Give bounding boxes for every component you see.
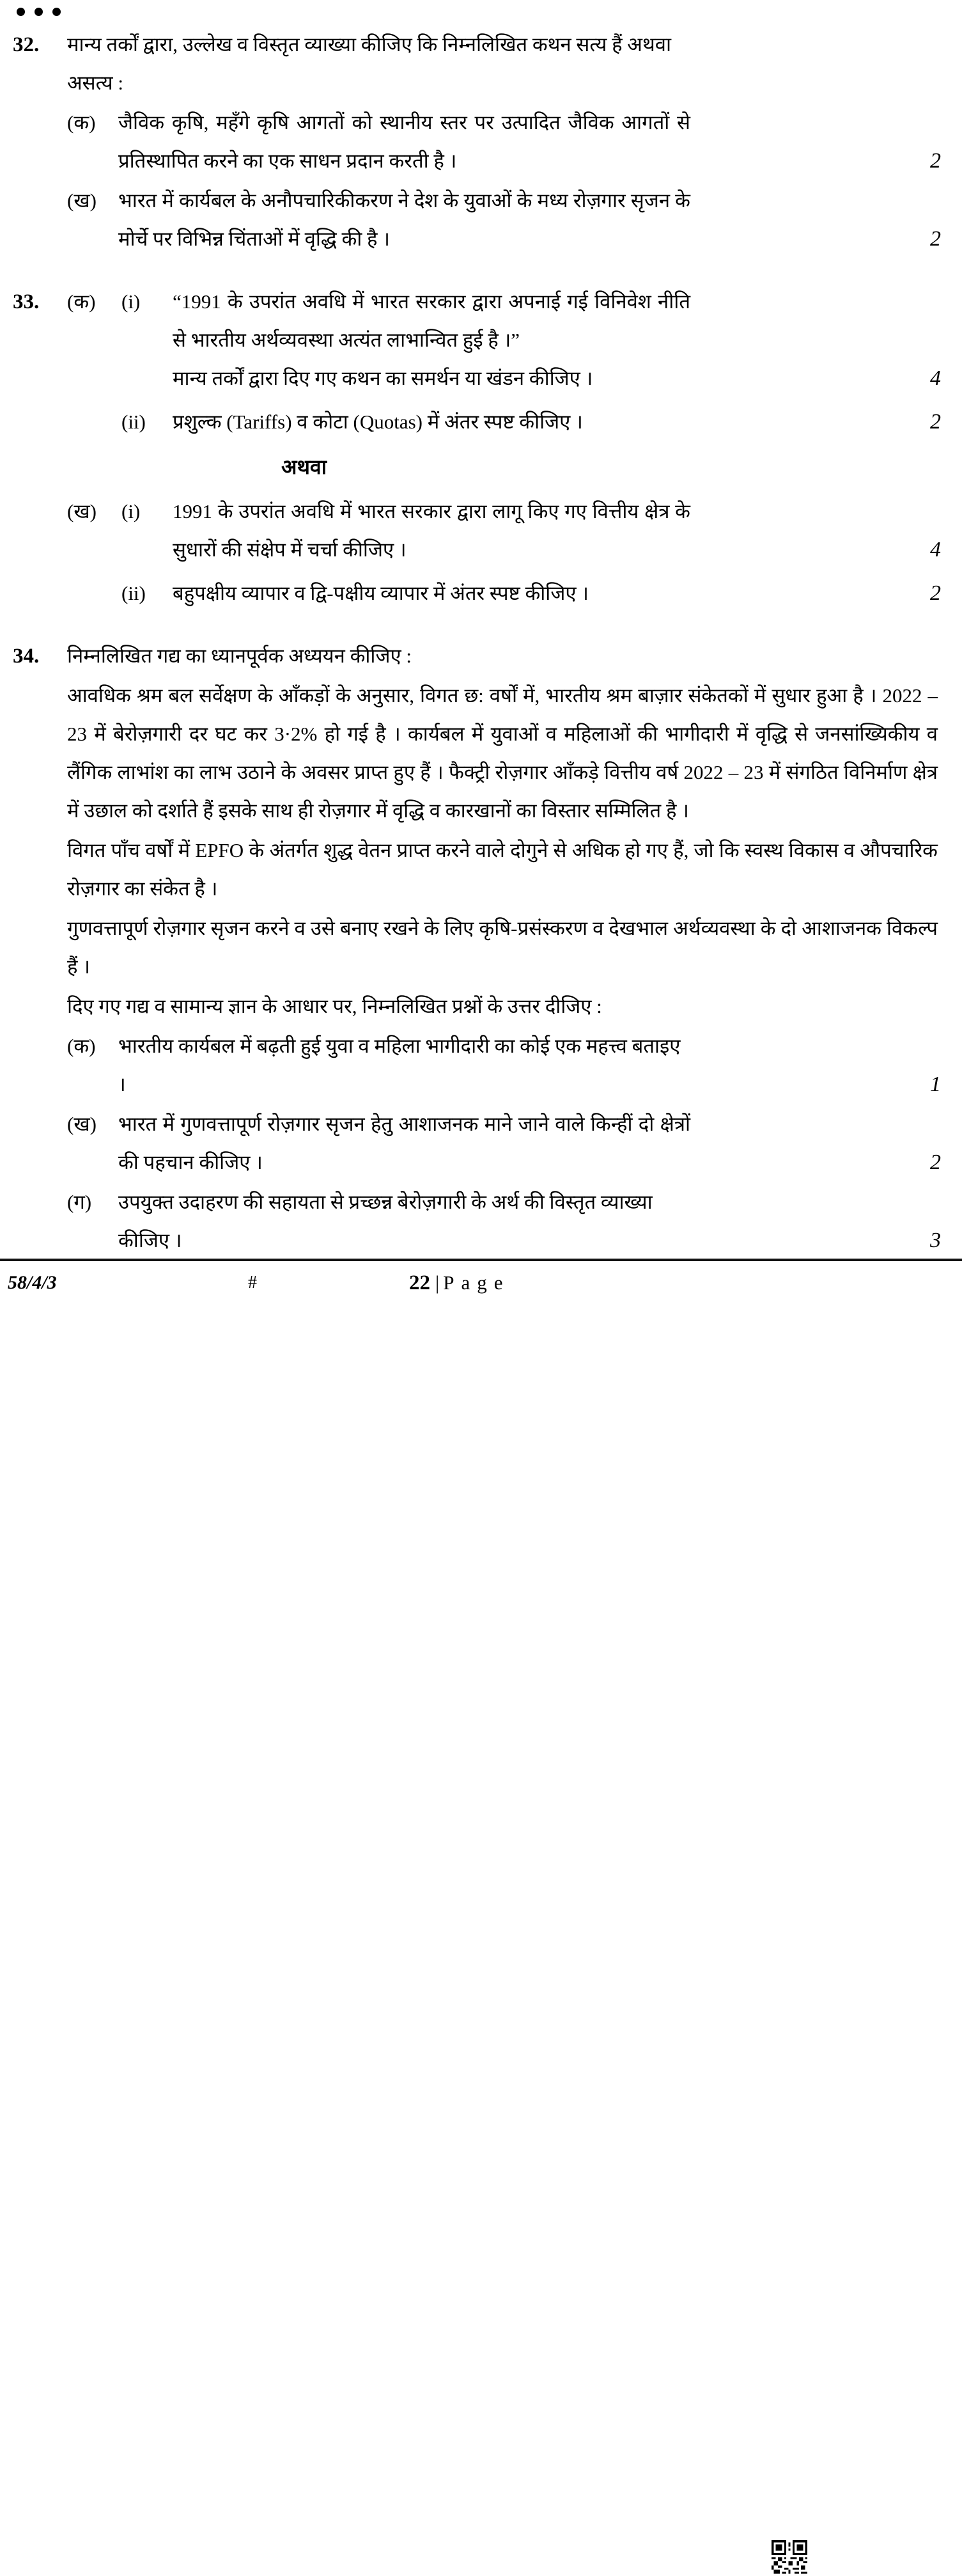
sub-question-text: 1991 के उपरांत अवधि में भारत सरकार द्वारा लागू किए गए वित्तीय क्षेत्र के सुधारों की संक्षेप में चर्चा कीजिए । — [173, 500, 690, 561]
part-text: उपयुक्त उदाहरण की सहायता से प्रच्छन्न बेरोज़गारी के अर्थ की विस्तृत व्याख्या कीजिए । — [118, 1191, 653, 1252]
question-32 — [13, 26, 962, 258]
question-34-part-b — [13, 1105, 962, 1182]
question-32-part-a — [13, 104, 962, 180]
question-intro-text: मान्य तर्कों द्वारा, उल्लेख व विस्तृत व्याख्या कीजिए कि निम्नलिखित कथन सत्य हैं अथवा असत्य : — [67, 33, 672, 94]
question-intro-text: निम्नलिखित गद्य का ध्यानपूर्वक अध्ययन कीजिए : — [67, 645, 412, 667]
question-33-option-b-sub-i — [13, 492, 962, 569]
question-34-part-a — [13, 1027, 962, 1104]
dot-icon — [35, 8, 43, 16]
part-text: जैविक कृषि, महँगे कृषि आगतों को स्थानीय स्तर पर उत्पादित जैविक आगतों से प्रतिस्थापित करने का एक साधन प्रदान करती है । — [118, 111, 690, 172]
page-number-block — [409, 1268, 509, 1298]
page-separator: | — [435, 1271, 440, 1294]
page-word: Page — [443, 1271, 510, 1294]
marks-value: 3 — [930, 1229, 941, 1252]
option-label: (ख) — [67, 500, 97, 522]
question-33-option-a-sub-ii — [13, 403, 962, 441]
sub-label: (ii) — [121, 582, 146, 604]
part-label: (ग) — [67, 1191, 92, 1213]
marks-value: 2 — [930, 410, 941, 434]
footer-divider — [0, 1259, 962, 1261]
question-34-intro-row — [13, 637, 962, 675]
question-32-intro-row — [13, 26, 962, 102]
or-separator: अथवा — [281, 455, 327, 478]
page-footer — [0, 1268, 962, 1301]
reading-passage — [67, 677, 938, 1026]
page-number: 22 — [409, 1271, 430, 1294]
sub-label: (i) — [121, 290, 141, 313]
part-text: भारतीय कार्यबल में बढ़ती हुई युवा व महिला भागीदारी का कोई एक महत्त्व बताइए । — [118, 1035, 681, 1096]
marks-value: 4 — [930, 366, 941, 390]
marks-value: 2 — [930, 581, 941, 605]
hash-mark: # — [248, 1273, 257, 1292]
part-text: भारत में गुणवत्तापूर्ण रोज़गार सृजन हेतु आशाजनक माने जाने वाले किन्हीं दो क्षेत्रों की पहचान कीजिए । — [118, 1113, 690, 1174]
quote-text: “1991 के उपरांत अवधि में भारत सरकार द्वारा अपनाई गई विनिवेश नीति से भारतीय अर्थव्यवस्था अत्यंत लाभान्वित हुई है ।” — [173, 290, 690, 351]
corner-dots — [17, 6, 962, 17]
question-33-option-a-sub-i — [13, 283, 962, 398]
question-number: 32. — [13, 33, 40, 56]
sub-question-text: प्रशुल्क (Tariffs) व कोटा (Quotas) में अंतर स्पष्ट कीजिए । — [173, 411, 583, 433]
passage-paragraph: दिए गए गद्य व सामान्य ज्ञान के आधार पर, निम्नलिखित प्रश्नों के उत्तर दीजिए : — [67, 995, 602, 1017]
part-label: (ख) — [67, 189, 97, 212]
part-text: भारत में कार्यबल के अनौपचारिकीकरण ने देश के युवाओं के मध्य रोज़गार सृजन के मोर्चे पर विभिन्न चिंताओं में वृद्धि की है । — [118, 189, 690, 250]
question-33-option-b-sub-ii — [13, 574, 962, 613]
option-label: (क) — [67, 290, 96, 313]
question-33 — [13, 283, 962, 613]
question-34 — [13, 637, 962, 1260]
dot-icon — [17, 8, 25, 16]
qr-code — [772, 2540, 807, 2576]
question-number: 33. — [13, 290, 40, 313]
passage-paragraph: गुणवत्तापूर्ण रोज़गार सृजन करने व उसे बनाए रखने के लिए कृषि-प्रसंस्करण व देखभाल अर्थव्यवस्था के दो आशाजनक विकल्प हैं । — [67, 917, 938, 978]
sub-question-text: बहुपक्षीय व्यापार व द्वि-पक्षीय व्यापार में अंतर स्पष्ट कीजिए । — [173, 582, 589, 604]
question-number: 34. — [13, 645, 40, 668]
dot-icon — [52, 8, 61, 16]
part-label: (ख) — [67, 1113, 97, 1135]
part-label: (क) — [67, 1035, 96, 1057]
passage-paragraph: विगत पाँच वर्षों में EPFO के अंतर्गत शुद्ध वेतन प्राप्त करने वाले दोगुने से अधिक हो गए हैं, जो कि स्वस्थ विकास व औपचारिक रोज़गार का संकेत है । — [67, 839, 938, 900]
instruction-text: मान्य तर्कों द्वारा दिए गए कथन का समर्थन या खंडन कीजिए । — [173, 367, 593, 389]
question-32-part-b — [13, 182, 962, 258]
sub-label: (i) — [121, 500, 141, 522]
sub-question-text — [173, 283, 690, 398]
marks-value: 2 — [930, 149, 941, 173]
passage-paragraph: आवधिक श्रम बल सर्वेक्षण के आँकड़ों के अनुसार, विगत छ: वर्षों में, भारतीय श्रम बाज़ार संकेतकों में सुधार हुआ है । 2022 – 23 में बेरोज़गारी दर घट कर 3·2% हो गई है । कार्यबल में युवाओं व महिलाओं की भागीदारी में वृद्धि से जनसांख्यिकीय व लैंगिक लाभांश का लाभ उठाने के अवसर प्राप्त हुए हैं । फैक्ट्री रोज़गार आँकड़े वित्तीय वर्ष 2022 – 23 में संगठित विनिर्माण क्षेत्र में उछाल को दर्शाते हैं इसके साथ ही रोज़गार में वृद्धि व कारखानों का विस्तार सम्मिलित है । — [67, 684, 938, 822]
marks-value: 2 — [930, 1151, 941, 1174]
question-34-part-c — [13, 1183, 962, 1260]
sub-label: (ii) — [121, 411, 146, 433]
paper-code: 58/4/3 — [8, 1272, 57, 1293]
marks-value: 4 — [930, 538, 941, 562]
part-label: (क) — [67, 111, 96, 134]
marks-value: 2 — [930, 227, 941, 251]
marks-value: 1 — [930, 1072, 941, 1096]
